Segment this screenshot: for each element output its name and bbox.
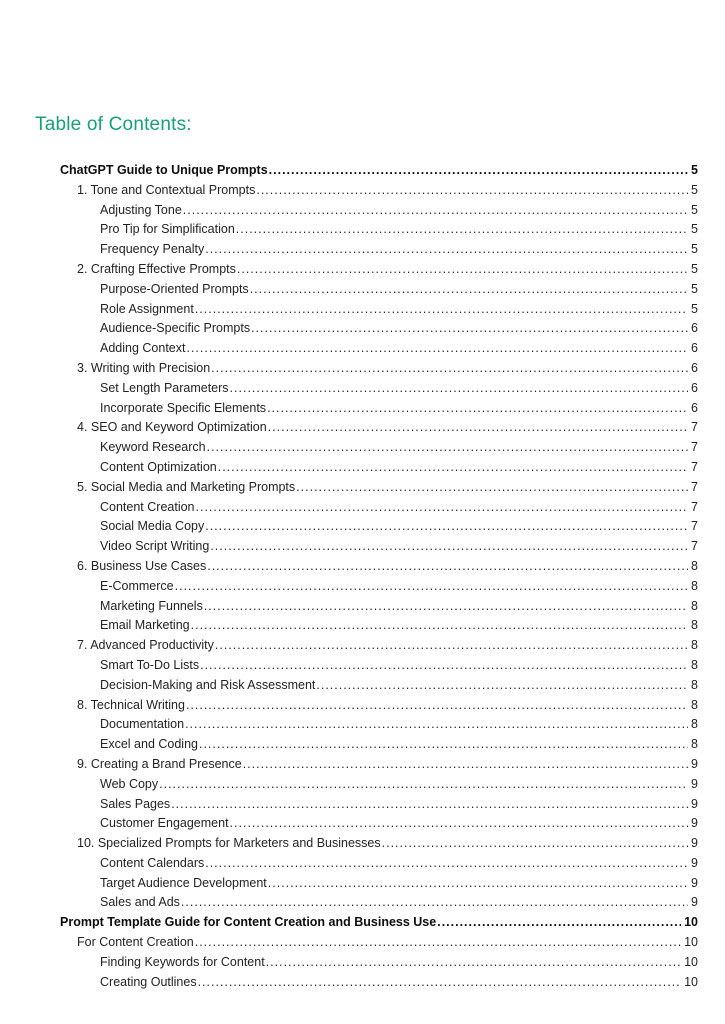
toc-entry-page: 7	[691, 479, 698, 494]
toc-entry-page: 9	[691, 756, 698, 771]
toc-entry[interactable]	[60, 220, 698, 240]
toc-entry[interactable]	[60, 418, 698, 438]
dot-leader	[268, 874, 688, 894]
dot-leader	[185, 715, 688, 735]
toc-entry[interactable]	[60, 201, 698, 221]
toc-entry-label: Prompt Template Guide for Content Creation and Business Use	[60, 915, 437, 930]
toc-entry-label: 9. Creating a Brand Presence	[77, 756, 242, 771]
toc-entry-page: 6	[691, 400, 698, 415]
dot-leader	[196, 498, 689, 518]
dot-leader	[186, 696, 688, 716]
toc-entry-label: 5. Social Media and Marketing Prompts	[77, 479, 296, 494]
toc-entry-label: Target Audience Development	[100, 875, 267, 890]
toc-entry-page: 7	[691, 440, 698, 455]
toc-entry-page: 6	[691, 380, 698, 395]
toc-entry-page: 9	[691, 875, 698, 890]
toc-entry[interactable]	[60, 933, 698, 953]
toc-entry[interactable]	[60, 696, 698, 716]
toc-entry-label: Creating Outlines	[100, 974, 197, 989]
toc-entry-label: Keyword Research	[100, 440, 206, 455]
toc-entry-label: Smart To-Do Lists	[100, 657, 200, 672]
toc-entry[interactable]	[60, 715, 698, 735]
dot-leader	[243, 755, 688, 775]
dot-leader	[205, 240, 688, 260]
dot-leader	[205, 854, 688, 874]
dot-leader	[200, 656, 688, 676]
toc-entry[interactable]	[60, 557, 698, 577]
toc-entry-page: 8	[691, 578, 698, 593]
toc-entry-label: Sales and Ads	[100, 895, 180, 910]
dot-leader	[181, 893, 688, 913]
toc-entry-page: 9	[691, 895, 698, 910]
toc-entry[interactable]	[60, 597, 698, 617]
toc-entry[interactable]	[60, 755, 698, 775]
dot-leader	[205, 517, 688, 537]
toc-entry-page: 5	[691, 261, 698, 276]
toc-entry-label: 6. Business Use Cases	[77, 558, 207, 573]
dot-leader	[437, 913, 681, 933]
dot-leader	[268, 418, 688, 438]
toc-entry-page: 9	[691, 816, 698, 831]
dot-leader	[267, 399, 688, 419]
toc-entry[interactable]	[60, 795, 698, 815]
toc-entry-label: Sales Pages	[100, 796, 171, 811]
toc-entry[interactable]	[60, 656, 698, 676]
toc-entry-label: Content Optimization	[100, 459, 217, 474]
toc-entry-label: 10. Specialized Prompts for Marketers and Businesses	[77, 836, 381, 851]
toc-entry[interactable]	[60, 973, 698, 993]
toc-entry-page: 8	[691, 697, 698, 712]
dot-leader	[316, 676, 688, 696]
toc-entry-label: Incorporate Specific Elements	[100, 400, 267, 415]
toc-entry-label: 3. Writing with Precision	[77, 360, 211, 375]
toc-entry-page: 5	[691, 242, 698, 257]
toc-entry[interactable]	[60, 893, 698, 913]
toc-entry-page: 8	[691, 717, 698, 732]
toc-entry[interactable]	[60, 854, 698, 874]
toc-entry[interactable]	[60, 834, 698, 854]
toc-entry-page: 10	[684, 954, 698, 969]
dot-leader	[186, 339, 688, 359]
toc-entry[interactable]	[60, 814, 698, 834]
toc-entry[interactable]	[60, 181, 698, 201]
toc-entry-label: For Content Creation	[77, 935, 194, 950]
toc-entry[interactable]	[60, 735, 698, 755]
toc-entry-label: Web Copy	[100, 776, 159, 791]
toc-entry-page: 9	[691, 836, 698, 851]
toc-entry-label: Email Marketing	[100, 618, 190, 633]
dot-leader	[237, 260, 688, 280]
dot-leader	[251, 319, 688, 339]
toc-entry[interactable]	[60, 240, 698, 260]
toc-entry-page: 5	[691, 202, 698, 217]
toc-entry-page: 8	[691, 638, 698, 653]
toc-entry[interactable]	[60, 478, 698, 498]
toc-entry-label: Excel and Coding	[100, 737, 198, 752]
dot-leader	[382, 834, 688, 854]
toc-entry-label: Video Script Writing	[100, 539, 210, 554]
toc-entry[interactable]	[60, 438, 698, 458]
toc-entry-page: 7	[691, 539, 698, 554]
dot-leader	[250, 280, 688, 300]
toc-entry-page: 10	[684, 974, 698, 989]
toc-entry[interactable]	[60, 300, 698, 320]
dot-leader	[230, 814, 689, 834]
dot-leader	[175, 577, 688, 597]
toc-entry-label: Content Calendars	[100, 855, 205, 870]
dot-leader	[183, 201, 688, 221]
toc-entry[interactable]	[60, 339, 698, 359]
toc-entry-page: 7	[691, 499, 698, 514]
dot-leader	[256, 181, 688, 201]
toc-entry-label: Customer Engagement	[100, 816, 229, 831]
toc-entry-label: E-Commerce	[100, 578, 174, 593]
toc-entry-label: Set Length Parameters	[100, 380, 229, 395]
toc-entry[interactable]	[60, 874, 698, 894]
toc-entry-page: 7	[691, 459, 698, 474]
toc-entry-label: 4. SEO and Keyword Optimization	[77, 420, 267, 435]
toc-entry-page: 9	[691, 776, 698, 791]
toc-entry-label: 2. Crafting Effective Prompts	[77, 261, 236, 276]
dot-leader	[195, 933, 681, 953]
dot-leader	[266, 953, 681, 973]
toc-entry[interactable]	[60, 953, 698, 973]
toc-entry[interactable]	[60, 636, 698, 656]
toc-entry-label: Audience-Specific Prompts	[100, 321, 251, 336]
toc-entry[interactable]	[60, 399, 698, 419]
dot-leader	[215, 636, 688, 656]
toc-entry-page: 7	[691, 519, 698, 534]
toc-entry[interactable]	[60, 319, 698, 339]
dot-leader	[207, 557, 688, 577]
toc-entry[interactable]	[60, 577, 698, 597]
toc-entry-label: Purpose-Oriented Prompts	[100, 281, 249, 296]
dot-leader	[230, 379, 689, 399]
dot-leader	[269, 161, 688, 181]
toc-entry-label: 7. Advanced Productivity	[77, 638, 214, 653]
dot-leader	[211, 359, 688, 379]
toc-entry-page: 10	[684, 935, 698, 950]
toc-entry[interactable]	[60, 913, 698, 933]
toc-entry-page: 6	[691, 321, 698, 336]
toc-heading: Table of Contents:	[35, 114, 192, 135]
toc-entry[interactable]	[60, 379, 698, 399]
toc-entry-page: 9	[691, 855, 698, 870]
dot-leader	[191, 616, 688, 636]
toc-entry-label: Role Assignment	[100, 301, 194, 316]
toc-entry-page: 9	[691, 796, 698, 811]
dot-leader	[204, 597, 688, 617]
toc-entry-page: 10	[684, 915, 698, 930]
toc-entry-page: 8	[691, 598, 698, 613]
dot-leader	[296, 478, 688, 498]
dot-leader	[159, 775, 688, 795]
toc-entry-label: Documentation	[100, 717, 185, 732]
toc-entry[interactable]	[60, 616, 698, 636]
toc-entry[interactable]	[60, 458, 698, 478]
toc-entry-label: Pro Tip for Simplification	[100, 222, 235, 237]
dot-leader	[195, 300, 688, 320]
toc-entry-page: 5	[691, 163, 698, 177]
toc-entry-label: Adjusting Tone	[100, 202, 182, 217]
dot-leader	[210, 537, 688, 557]
toc-entry-label: Decision-Making and Risk Assessment	[100, 677, 316, 692]
toc-entry-label: Content Creation	[100, 499, 195, 514]
toc-entry-page: 5	[691, 301, 698, 316]
toc-entry-label: Finding Keywords for Content	[100, 954, 265, 969]
toc-entry-page: 8	[691, 558, 698, 573]
toc-entry[interactable]	[60, 161, 698, 181]
toc-entry[interactable]	[60, 537, 698, 557]
toc-entry-label: Adding Context	[100, 341, 186, 356]
toc-entry-page: 5	[691, 182, 698, 197]
toc-entry-label: ChatGPT Guide to Unique Prompts	[60, 163, 268, 177]
toc-entry-page: 7	[691, 420, 698, 435]
toc-entry-label: Marketing Funnels	[100, 598, 203, 613]
toc-entry-page: 8	[691, 677, 698, 692]
toc-entry[interactable]	[60, 498, 698, 518]
toc-entry-page: 5	[691, 222, 698, 237]
dot-leader	[171, 795, 688, 815]
toc-entry[interactable]	[60, 775, 698, 795]
dot-leader	[236, 220, 688, 240]
toc-entry[interactable]	[60, 676, 698, 696]
toc-entry-page: 5	[691, 281, 698, 296]
dot-leader	[198, 973, 682, 993]
toc-entry[interactable]	[60, 359, 698, 379]
toc-entry[interactable]	[60, 260, 698, 280]
toc-entry-page: 8	[691, 737, 698, 752]
toc-list	[60, 161, 698, 992]
dot-leader	[199, 735, 688, 755]
dot-leader	[207, 438, 688, 458]
toc-entry-page: 8	[691, 657, 698, 672]
toc-entry[interactable]	[60, 517, 698, 537]
toc-entry-page: 8	[691, 618, 698, 633]
toc-entry-page: 6	[691, 360, 698, 375]
toc-entry[interactable]	[60, 280, 698, 300]
toc-entry-label: 1. Tone and Contextual Prompts	[77, 182, 256, 197]
toc-entry-label: 8. Technical Writing	[77, 697, 185, 712]
toc-entry-label: Frequency Penalty	[100, 242, 205, 257]
toc-entry-page: 6	[691, 341, 698, 356]
dot-leader	[218, 458, 688, 478]
toc-entry-label: Social Media Copy	[100, 519, 205, 534]
